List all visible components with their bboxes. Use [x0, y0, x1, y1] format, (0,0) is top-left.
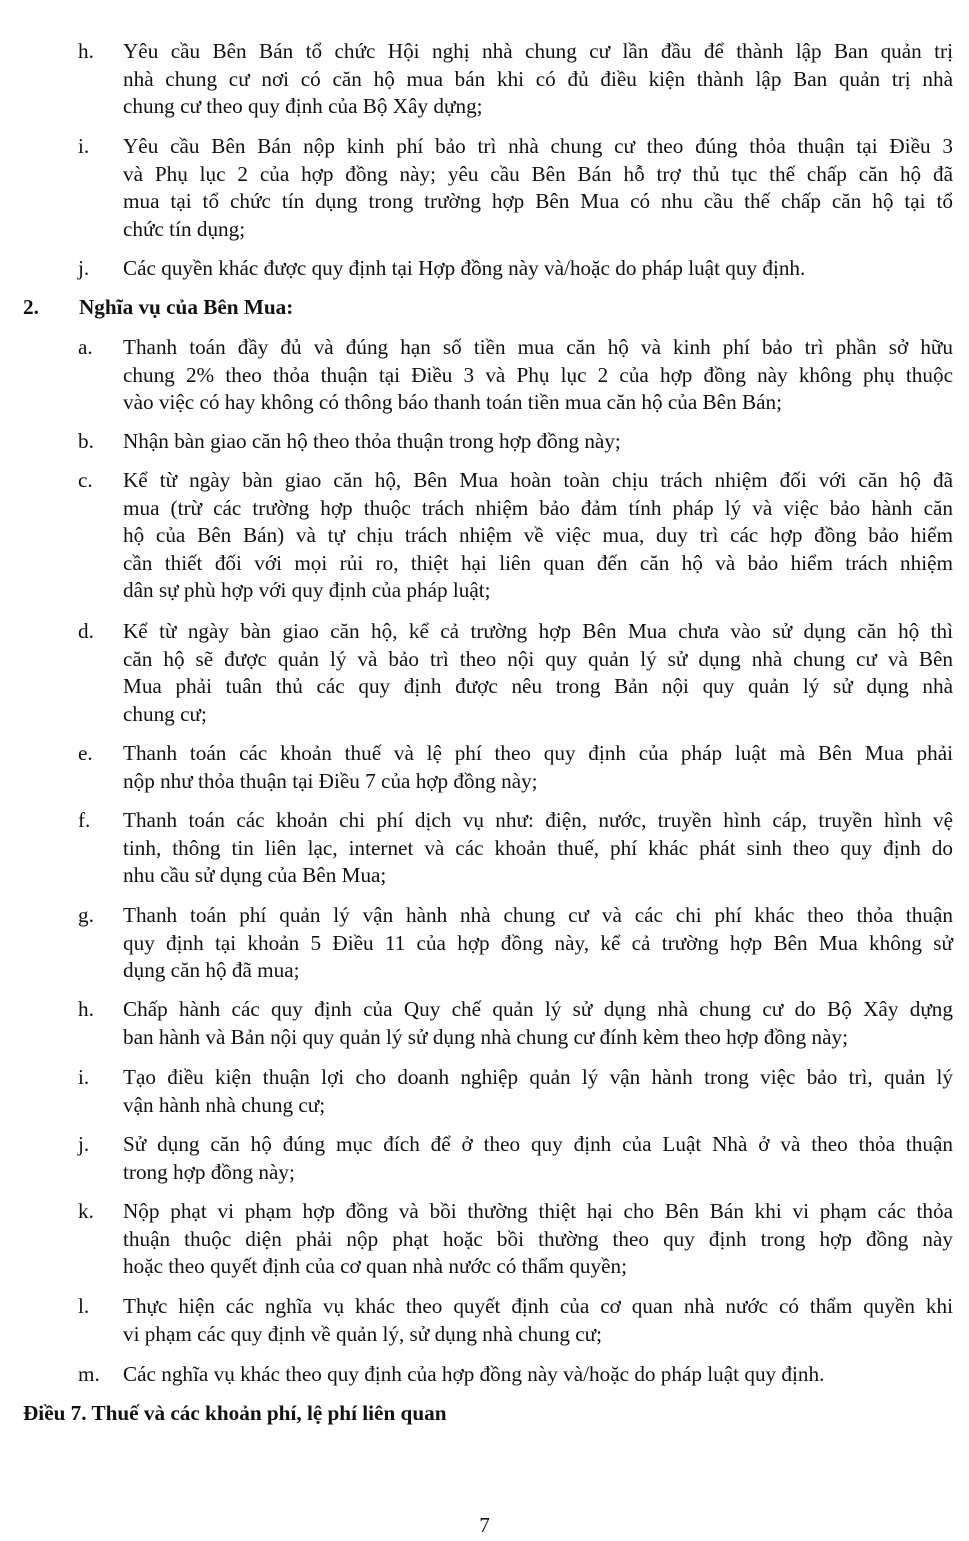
text-line: chung cư theo quy định của Bộ Xây dựng; [123, 94, 483, 118]
item-text [123, 133, 953, 243]
text-line: Sử dụng căn hộ đúng mục đích để ở theo quy định của Luật Nhà ở và theo thỏa thuận [123, 1132, 953, 1156]
list-item [78, 1198, 953, 1281]
item-label: j. [78, 256, 90, 280]
list-item [78, 467, 953, 605]
text-line: Yêu cầu Bên Bán tổ chức Hội nghị nhà chung cư lần đầu để thành lập Ban quản trị [123, 39, 953, 63]
item-text [123, 467, 953, 605]
text-line: nhu cầu sử dụng của Bên Mua; [123, 863, 387, 887]
text-line: Thanh toán phí quản lý vận hành nhà chung cư và các chi phí khác theo thỏa thuận [123, 903, 953, 927]
item-label: l. [78, 1294, 90, 1318]
item-label: a. [78, 335, 93, 359]
text-line: Kể từ ngày bàn giao căn hộ, kể cả trường hợp Bên Mua chưa vào sử dụng căn hộ thì [123, 619, 953, 643]
text-line: Thanh toán các khoản chi phí dịch vụ như: điện, nước, truyền hình cáp, truyền hình vệ [123, 808, 953, 832]
item-text [123, 334, 953, 417]
text-line: Thực hiện các nghĩa vụ khác theo quyết định của cơ quan nhà nước có thẩm quyền khi [123, 1294, 953, 1318]
item-text [123, 1198, 953, 1281]
text-line: nhà chung cư nơi có căn hộ mua bán khi có đủ điều kiện thành lập Ban quản trị nhà [123, 66, 953, 91]
item-label: g. [78, 903, 94, 927]
text-line: và Phụ lục 2 của hợp đồng này; yêu cầu Bên Bán hỗ trợ thủ tục thế chấp căn hộ đã [123, 161, 953, 186]
item-label: e. [78, 741, 93, 765]
list-item [78, 38, 953, 121]
list-item [78, 902, 953, 985]
text-line: căn hộ sẽ được quản lý và bảo trì theo nội quy quản lý sử dụng nhà chung cư và Bên [123, 646, 953, 671]
list-item [78, 1361, 953, 1389]
text-line: Mua phải tuân thủ các quy định được nêu trong Bản nội quy quản lý sử dụng nhà [123, 674, 953, 698]
item-label: k. [78, 1199, 94, 1223]
text-line: hoặc theo quyết định của cơ quan nhà nước có thẩm quyền; [123, 1254, 627, 1278]
text-line: ban hành và Bản nội quy quản lý sử dụng nhà chung cư đính kèm theo hợp đồng này; [123, 1024, 848, 1049]
text-line: dụng căn hộ đã mua; [123, 958, 300, 982]
item-label: h. [78, 997, 94, 1021]
text-line: mua (trừ các trường hợp thuộc trách nhiệm bảo đảm tính pháp lý và việc bảo hành căn [123, 495, 953, 520]
list-item [78, 807, 953, 890]
item-label: m. [78, 1362, 100, 1386]
list-item [78, 255, 953, 283]
section-title: Nghĩa vụ của Bên Mua: [79, 295, 294, 319]
text-line: Chấp hành các quy định của Quy chế quản lý sử dụng nhà chung cư do Bộ Xây dựng [123, 997, 953, 1021]
text-line: tinh, thông tin liên lạc, internet và các khoản thuế, phí khác phát sinh theo quy định do [123, 835, 953, 860]
text-line: Kể từ ngày bàn giao căn hộ, Bên Mua hoàn toàn chịu trách nhiệm đối với căn hộ đã [123, 468, 953, 492]
text-line: Thanh toán đầy đủ và đúng hạn số tiền mua căn hộ và kinh phí bảo trì phần sở hữu [123, 335, 953, 359]
item-text [123, 428, 953, 456]
text-line: nộp như thỏa thuận tại Điều 7 của hợp đồng này; [123, 768, 538, 793]
item-label: b. [78, 429, 94, 453]
item-text [123, 902, 953, 985]
list-item [78, 996, 953, 1051]
text-line: Nhận bàn giao căn hộ theo thỏa thuận trong hợp đồng này; [123, 429, 621, 453]
text-line: Nộp phạt vi phạm hợp đồng và bồi thường thiệt hại cho Bên Bán khi vi phạm các thỏa [123, 1199, 953, 1223]
section-heading [23, 294, 293, 322]
item-text [123, 740, 953, 795]
list-item [78, 1293, 953, 1348]
item-label: i. [78, 134, 90, 158]
item-text [123, 618, 953, 728]
text-line: cần thiết đối với mọi rủi ro, thiệt hại liên quan đến căn hộ và bảo hiểm trách nhiệm [123, 550, 953, 575]
text-line: chức tín dụng; [123, 216, 246, 241]
item-label: d. [78, 619, 94, 643]
item-text [123, 807, 953, 890]
item-label: j. [78, 1132, 90, 1156]
list-item [78, 740, 953, 795]
item-label: h. [78, 39, 94, 63]
text-line: hộ của Bên Bán) và tự chịu trách nhiệm về việc mua, duy trì các hợp đồng bảo hiểm [123, 523, 953, 547]
list-item [78, 618, 953, 728]
item-text [123, 1131, 953, 1186]
item-text [123, 1361, 953, 1389]
list-item [78, 133, 953, 243]
text-line: mua tại tổ chức tín dụng trong trường hợp Bên Mua có nhu cầu thế chấp căn hộ tại tổ [123, 189, 953, 213]
text-line: Các nghĩa vụ khác theo quy định của hợp đồng này và/hoặc do pháp luật quy định. [123, 1362, 825, 1386]
page-number: 7 [479, 1513, 490, 1537]
item-text [123, 38, 953, 121]
text-line: dân sự phù hợp với quy định của pháp luật; [123, 578, 491, 602]
item-text [123, 1064, 953, 1119]
item-label: c. [78, 468, 93, 492]
item-label: i. [78, 1065, 90, 1089]
text-line: Thanh toán các khoản thuế và lệ phí theo quy định của pháp luật mà Bên Mua phải [123, 741, 953, 765]
list-item [78, 334, 953, 417]
text-line: Các quyền khác được quy định tại Hợp đồng này và/hoặc do pháp luật quy định. [123, 256, 806, 280]
item-text [123, 255, 953, 283]
text-line: trong hợp đồng này; [123, 1159, 295, 1184]
list-item [78, 1131, 953, 1186]
item-label: f. [78, 808, 91, 832]
item-text [123, 1293, 953, 1348]
item-text [123, 996, 953, 1051]
text-line: vận hành nhà chung cư; [123, 1092, 326, 1117]
text-line: quy định tại khoản 5 Điều 11 của hợp đồng này, kể cả trường hợp Bên Mua không sử [123, 930, 953, 955]
text-line: thuận thuộc diện phải nộp phạt hoặc bồi thường theo quy định trong hợp đồng này [123, 1226, 953, 1251]
article-heading: Điều 7. Thuế và các khoản phí, lệ phí liên quan [23, 1401, 447, 1425]
text-line: vi phạm các quy định về quản lý, sử dụng nhà chung cư; [123, 1321, 602, 1346]
text-line: chung cư; [123, 701, 207, 726]
list-item [78, 1064, 953, 1119]
list-item [78, 428, 953, 456]
text-line: chung 2% theo thỏa thuận tại Điều 3 và Phụ lục 2 của hợp đồng này không phụ thuộc [123, 362, 953, 387]
text-line: Yêu cầu Bên Bán nộp kinh phí bảo trì nhà chung cư theo đúng thỏa thuận tại Điều 3 [123, 134, 953, 158]
text-line: Tạo điều kiện thuận lợi cho doanh nghiệp quản lý vận hành trong việc bảo trì, quản lý [123, 1065, 953, 1089]
section-number: 2. [23, 295, 39, 319]
text-line: vào việc có hay không có thông báo thanh toán tiền mua căn hộ của Bên Bán; [123, 390, 782, 414]
